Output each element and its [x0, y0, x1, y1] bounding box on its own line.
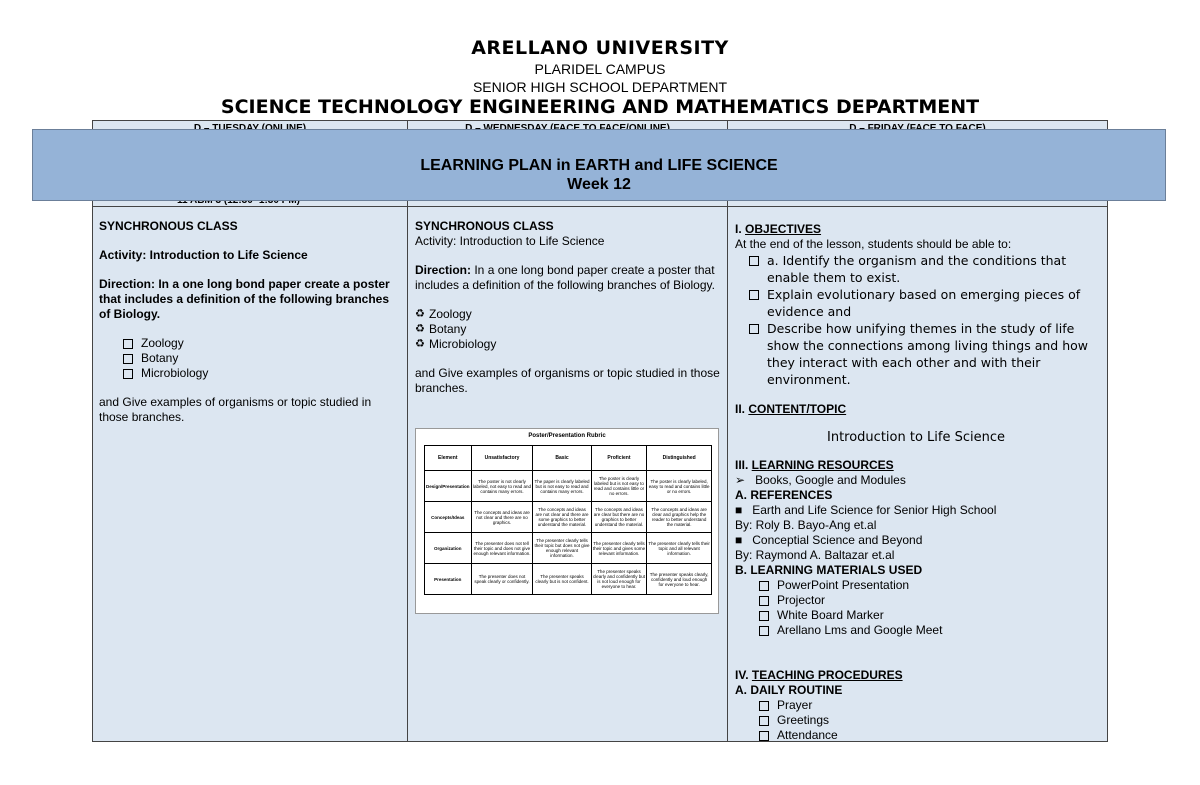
- col2-activity: Activity: Introduction to Life Science: [415, 234, 605, 248]
- content-heading: II. CONTENT/TOPIC: [735, 402, 847, 416]
- checkbox-icon: [759, 581, 769, 591]
- checkbox-icon: [749, 324, 759, 334]
- list-item: White Board Marker: [759, 608, 1097, 623]
- list-item: ♻ Microbiology: [415, 337, 497, 351]
- objectives-heading: I. OBJECTIVES: [735, 222, 822, 236]
- col2-content: [415, 219, 720, 396]
- cycle-bullet-icon: ♻: [415, 338, 425, 350]
- university-name: ARELLANO UNIVERSITY: [471, 37, 729, 59]
- resources-heading: III. LEARNING RESOURCES: [735, 458, 894, 472]
- procedures-heading: IV. TEACHING PROCEDURES: [735, 668, 903, 682]
- list-item: Botany: [123, 351, 399, 366]
- rubric-image: [415, 428, 719, 614]
- square-bullet-icon: ■: [735, 533, 753, 547]
- resources-item: ➢ Books, Google and Modules: [735, 473, 906, 487]
- rubric-table: [424, 445, 712, 595]
- header-row-divider: [93, 206, 1107, 207]
- col2-closing: and Give examples of organisms or topic studied in those branches.: [415, 366, 720, 395]
- list-item: a. Identify the organism and the conditions that enable them to exist.: [749, 252, 1097, 286]
- col1-sync-label: SYNCHRONOUS CLASS: [99, 219, 238, 233]
- checkbox-icon: [123, 354, 133, 364]
- stem-department: SCIENCE TECHNOLOGY ENGINEERING AND MATHEMATICS DEPARTMENT: [220, 96, 980, 118]
- table-row: Organization The presenter does not tell their topic and does not give enough relevant information. The presenter clearly tells their topic but does not give enough relevant information. The presenter clearly tells their topic and gives some relevant information. The presenter clearly tells their topic and all relevant information.: [425, 533, 712, 564]
- routine-heading: A. DAILY ROUTINE: [735, 683, 843, 697]
- list-item: Arellano Lms and Google Meet: [759, 623, 1097, 638]
- cycle-bullet-icon: ♻: [415, 323, 425, 335]
- topic-title: Introduction to Life Science: [827, 430, 1005, 445]
- checkbox-icon: [759, 611, 769, 621]
- department-name: SENIOR HIGH SCHOOL DEPARTMENT: [472, 79, 728, 95]
- col1-activity: Activity: Introduction to Life Science: [99, 248, 308, 262]
- col1-content: [99, 219, 399, 425]
- list-item: Describe how unifying themes in the study of life show the connections among living things and how they interact with each other and with their environment.: [749, 320, 1097, 388]
- reference-2: ■ Conceptial Science and Beyond: [735, 533, 923, 547]
- banner-week: Week 12: [567, 176, 631, 193]
- rubric-header: Proficient: [591, 446, 647, 471]
- references-heading: A. REFERENCES: [735, 488, 833, 502]
- checkbox-icon: [759, 701, 769, 711]
- col1-direction: Direction: In a one long bond paper create a poster that includes a definition of the following branches of Biology.: [99, 277, 390, 321]
- reference-1-author: By: Roly B. Bayo-Ang et.al: [735, 518, 877, 532]
- col2-direction: Direction: In a one long bond paper create a poster that includes a definition of the following branches of Biology.: [415, 263, 715, 292]
- checkbox-icon: [759, 596, 769, 606]
- list-item: Greetings: [759, 713, 1097, 728]
- reference-1: ■ Earth and Life Science for Senior High School: [735, 503, 997, 517]
- rubric-title: Poster/Presentation Rubric: [528, 433, 606, 439]
- square-bullet-icon: ■: [735, 503, 753, 517]
- list-item: ♻ Botany: [415, 322, 467, 336]
- cycle-bullet-icon: ♻: [415, 308, 425, 320]
- col1-closing: and Give examples of organisms or topic studied in those branches.: [99, 395, 372, 424]
- checkbox-icon: [749, 256, 759, 266]
- banner-title: LEARNING PLAN in EARTH and LIFE SCIENCE: [420, 157, 778, 174]
- checkbox-icon: [759, 716, 769, 726]
- rubric-header: Basic: [533, 446, 591, 471]
- list-item: Projector: [759, 593, 1097, 608]
- list-item: PowerPoint Presentation: [759, 578, 1097, 593]
- checkbox-icon: [759, 626, 769, 636]
- col2-sync-label: SYNCHRONOUS CLASS: [415, 219, 554, 233]
- arrow-bullet-icon: ➢: [735, 473, 756, 487]
- col2-branch-list: [415, 307, 720, 352]
- table-row: Concepts/Ideas The concepts and ideas are not clear and there are no graphics. The concepts and ideas are not clear and there are some graphics to better understand the material. The concepts and ideas are clear but there are no graphics to better understand the material. The concepts and ideas are clear and graphics help the reader to better understand the material.: [425, 502, 712, 533]
- table-row: Presentation The presenter does not speak clearly or confidently. The presenter speaks clearly but is not confident. The presenter speaks clearly and confidently but is not loud enough for everyone to hear. The presenter speaks clearly, confidently and loud enough for everyone to hear.: [425, 564, 712, 595]
- rubric-header: Unsatisfactory: [471, 446, 533, 471]
- objectives-intro: At the end of the lesson, students should be able to:: [735, 237, 1012, 251]
- list-item: Zoology: [123, 336, 399, 351]
- col1-branch-list: [123, 336, 399, 381]
- checkbox-icon: [123, 369, 133, 379]
- list-item: ♻ Zoology: [415, 307, 472, 321]
- reference-2-author: By: Raymond A. Baltazar et.al: [735, 548, 895, 562]
- learning-plan-banner: [32, 129, 1166, 201]
- materials-heading: B. LEARNING MATERIALS USED: [735, 563, 923, 577]
- table-row: Design/Presentation The poster is not clearly labeled, not easy to read and contains many errors. The paper is clearly labeled but is not easy to read and contains many errors. The poster is clearly labeled but is not easy to read and contains little or no errors. The poster is clearly labeled, easy to read and contains little or no errors.: [425, 471, 712, 502]
- campus-name: PLARIDEL CAMPUS: [534, 61, 666, 77]
- col3-content: [735, 222, 1097, 743]
- rubric-header: Distinguished: [647, 446, 712, 471]
- routine-list: [759, 698, 1097, 743]
- checkbox-icon: [123, 339, 133, 349]
- list-item: Explain evolutionary based on emerging pieces of evidence and: [749, 286, 1097, 320]
- checkbox-icon: [759, 731, 769, 741]
- list-item: Attendance: [759, 728, 1097, 743]
- list-item: Prayer: [759, 698, 1097, 713]
- materials-list: [759, 578, 1097, 638]
- list-item: Microbiology: [123, 366, 399, 381]
- objectives-list: [749, 252, 1097, 388]
- rubric-header: Element: [425, 446, 472, 471]
- column-tuesday: [93, 121, 408, 741]
- checkbox-icon: [749, 290, 759, 300]
